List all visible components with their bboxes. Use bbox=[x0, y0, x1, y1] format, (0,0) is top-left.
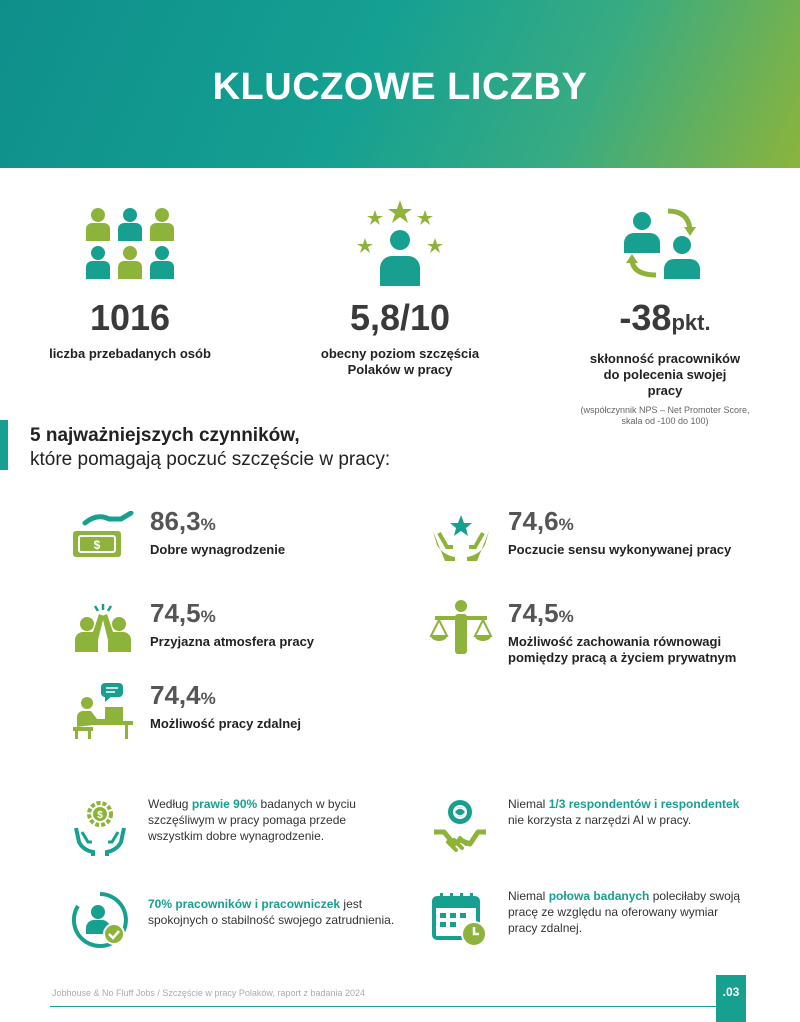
stat-value: 5,8/10 bbox=[349, 297, 451, 338]
footer-divider bbox=[50, 1006, 716, 1007]
info-remote bbox=[428, 888, 768, 952]
high-five-icon bbox=[68, 598, 138, 658]
section-title-rest: które pomagają poczuć szczęście w pracy: bbox=[30, 449, 391, 470]
section-heading bbox=[30, 424, 390, 472]
stat-respondents bbox=[0, 198, 260, 362]
stat-label: liczba przebadanych osób bbox=[49, 346, 211, 361]
factor-label: Możliwość zachowania równowagi pomiędzy pracą a życiem prywatnym bbox=[508, 634, 737, 665]
ai-handshake-icon bbox=[428, 796, 492, 860]
factor-remote bbox=[68, 680, 301, 742]
money-hands-icon bbox=[68, 796, 132, 860]
factor-label: Dobre wynagrodzenie bbox=[150, 542, 286, 557]
factor-label: Poczucie sensu wykonywanej pracy bbox=[508, 542, 732, 557]
factor-balance bbox=[426, 598, 736, 666]
info-ai bbox=[428, 796, 758, 860]
factor-value: 74,5% bbox=[508, 598, 574, 628]
calendar-clock-icon bbox=[428, 888, 492, 952]
factor-meaning bbox=[426, 506, 731, 566]
info-stability bbox=[68, 888, 408, 952]
stat-note: (współczynnik NPS – Net Promoter Score, skala od -100 do 100) bbox=[580, 405, 750, 426]
page-title: KLUCZOWE LICZBY bbox=[212, 65, 588, 108]
balance-icon bbox=[426, 598, 496, 658]
secure-employee-icon bbox=[68, 888, 132, 952]
person-stars-icon bbox=[270, 198, 530, 288]
stat-label: obecny poziom szczęścia Polaków w pracy bbox=[320, 346, 480, 377]
stat-happiness bbox=[270, 198, 530, 378]
footer-source: Jobhouse & No Fluff Jobs / Szczęście w pracy Polaków, raport z badania 2024 bbox=[52, 988, 366, 998]
stat-value: 1016 bbox=[89, 297, 171, 338]
factor-value: 74,4% bbox=[150, 680, 216, 710]
info-text: Niemal 1/3 respondentów i respondentek nie korzysta z narzędzi AI w pracy. bbox=[508, 797, 740, 827]
header-banner bbox=[0, 0, 800, 168]
meaning-icon bbox=[426, 506, 496, 566]
salary-icon bbox=[68, 506, 138, 566]
page-number: .03 bbox=[716, 975, 746, 1022]
factor-label: Przyjazna atmosfera pracy bbox=[150, 634, 315, 649]
svg-text:$: $ bbox=[93, 538, 101, 552]
svg-text:$: $ bbox=[97, 810, 103, 821]
section-title-bold: 5 najważniejszych czynników, bbox=[30, 425, 300, 446]
referral-icon bbox=[535, 198, 795, 288]
info-text: Według prawie 90% badanych w byciu szczęśliwym w pracy pomaga przede wszystkim dobre wynagrodzenie. bbox=[148, 797, 356, 843]
factor-salary bbox=[68, 506, 285, 566]
remote-work-icon bbox=[68, 680, 138, 742]
factor-value: 74,6% bbox=[508, 506, 574, 536]
stat-value: -38pkt. bbox=[619, 297, 711, 338]
people-group-icon bbox=[0, 198, 260, 288]
stat-label: skłonność pracowników do polecenia swojej pracy bbox=[589, 351, 741, 398]
factor-value: 74,5% bbox=[150, 598, 216, 628]
factor-value: 86,3% bbox=[150, 506, 216, 536]
info-salary bbox=[68, 796, 398, 860]
info-text: 70% pracowników i pracowniczek jest spokojnych o stabilność swojego zatrudnienia. bbox=[148, 897, 395, 927]
section-accent-bar bbox=[0, 420, 8, 470]
info-text: Niemal połowa badanych poleciłaby swoją pracę ze względu na oferowany wymiar pracy zdalnej. bbox=[508, 889, 741, 935]
factor-label: Możliwość pracy zdalnej bbox=[150, 716, 301, 731]
factor-atmosphere bbox=[68, 598, 314, 658]
stat-nps bbox=[535, 198, 795, 427]
